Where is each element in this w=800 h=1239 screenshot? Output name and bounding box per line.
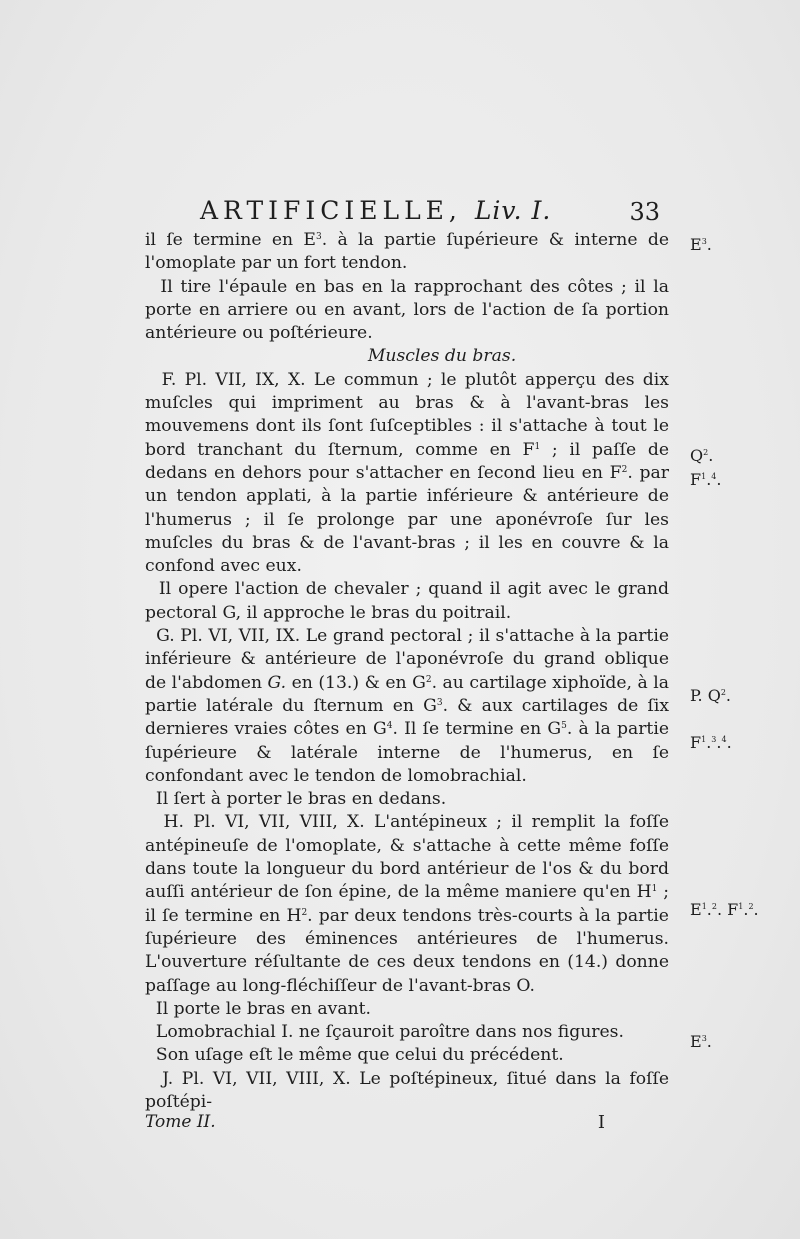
running-header bbox=[200, 196, 660, 225]
page-footer bbox=[145, 1112, 605, 1132]
margin-note: P. $Q^2$. bbox=[690, 686, 731, 705]
running-title: ARTIFICIELLE, bbox=[200, 196, 462, 225]
paragraph: J. Pl. VI, VII, VIII, X. Le poſtépineux, ſitué dans la foſſe poſtépi- bbox=[145, 1068, 669, 1112]
signature-mark: I bbox=[597, 1112, 605, 1133]
book-number: Liv. I. bbox=[474, 196, 552, 225]
paragraph: F. Pl. VII, IX, X. Le commun ; le plutôt apperçu des dix muſcles qui impriment au bras & à l'avant-bras les mouvemens dont ils ſont ſuſceptibles : il s'attache à tout le bord tranchant du ſternum, comme en $F^1$ ; il paſſe de dedans en dehors pour s'attacher en ſecond lieu en $F^2$. par un tendon applati, à la partie inférieure & antérieure de l'humerus ; il ſe prolonge par une aponévroſe ſur les muſcles du bras & de l'avant-bras ; il les en couvre & la confond avec eux. bbox=[145, 369, 669, 577]
paragraph: Il tire l'épaule en bas en la rapprochant des côtes ; il la porte en arriere ou en avant, lors de l'action de ſa portion antérieure ou poſtérieure. bbox=[145, 276, 669, 344]
text-body bbox=[145, 229, 669, 1114]
margin-note: $E^1.^2$. $F^1.^2$. bbox=[690, 900, 759, 919]
paragraph: G. Pl. VI, VII, IX. Le grand pectoral ; il s'attache à la partie inférieure & antérieure de l'aponévroſe du grand oblique de l'abdomen G. en (13.) & en $G^2$. au cartilage xiphoïde, à la partie latérale du ſternum en $G^3$. & aux cartilages de ſix dernieres vraies côtes en $G^4$. Il ſe termine en $G^5$. à la partie ſupérieure & latérale interne de l'humerus, en ſe confondant avec le tendon de lomobrachial. bbox=[145, 626, 670, 786]
paragraph: H. Pl. VI, VII, VIII, X. L'antépineux ; il remplit la foſſe antépineuſe de l'omoplate, & s'attache à cette même foſſe dans toute la longueur du bord antérieur de l'os & du bord auſſi antérieur de ſon épine, de la même maniere qu'en $H^1$ ; il ſe termine en $H^2$. par deux tendons très-courts à la partie ſupérieure des éminences antérieures de l'humerus. L'ouverture réſultante de ces deux tendons en (14.) donne paſſage au long-fléchiſſeur de l'avant-bras O. bbox=[145, 812, 669, 996]
margin-note: $Q^2$. bbox=[690, 446, 714, 465]
paragraph: Il ſert à porter le bras en dedans. bbox=[145, 789, 447, 810]
paragraph: Son uſage eſt le même que celui du précédent. bbox=[145, 1045, 564, 1066]
section-heading: Muscles du bras. bbox=[367, 346, 517, 367]
paragraph: il ſe termine en $E^3$. à la partie ſupérieure & interne de l'omoplate par un fort tendon. bbox=[145, 230, 669, 274]
paragraph: Il porte le bras en avant. bbox=[145, 998, 372, 1019]
page-number: 33 bbox=[629, 198, 660, 226]
margin-note: $E^3$. bbox=[690, 235, 712, 254]
margin-note: $F^1.^3.^4$. bbox=[690, 733, 732, 752]
paragraph: Lomobrachial I. ne ſçauroit paroître dans nos figures. bbox=[145, 1022, 624, 1043]
margin-note: $E^3$. bbox=[690, 1032, 712, 1051]
paragraph: Il opere l'action de chevaler ; quand il agit avec le grand pectoral G, il approche le bras du poitrail. bbox=[145, 579, 669, 623]
margin-note: $F^1.^4$. bbox=[690, 470, 722, 489]
volume-label: Tome II. bbox=[145, 1112, 216, 1132]
